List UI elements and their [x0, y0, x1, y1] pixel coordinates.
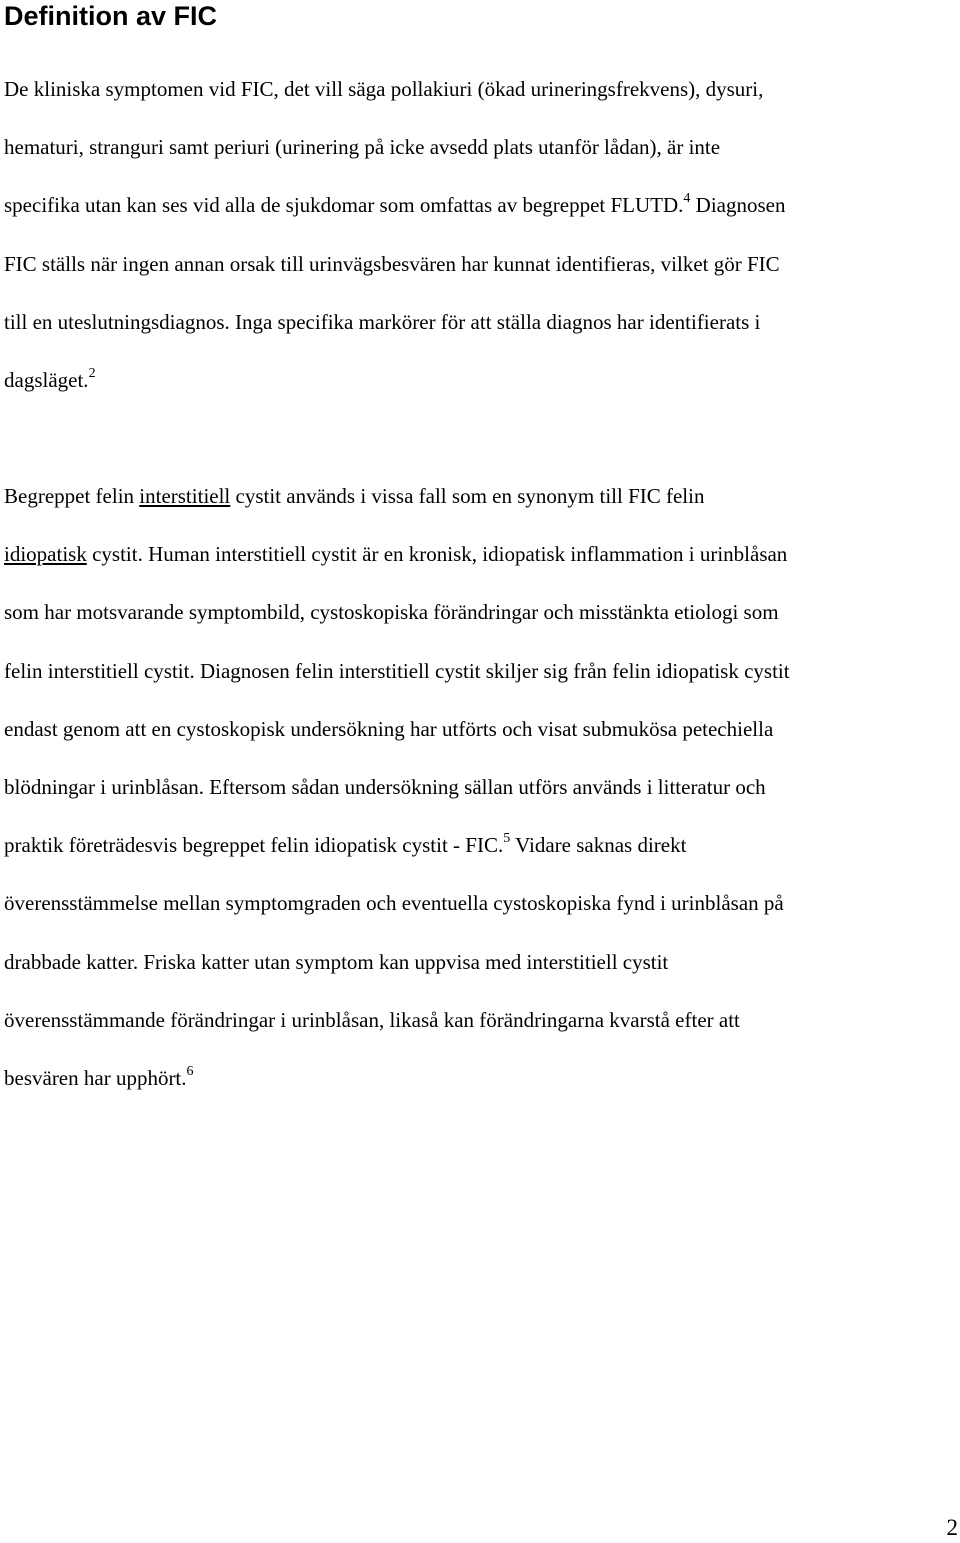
text-run: drabbade katter. Friska katter utan symptom kan uppvisa med interstitiell cystit [4, 949, 669, 974]
text-line [4, 60, 785, 118]
text-line [4, 700, 790, 758]
text-run: FIC ställs när ingen annan orsak till urinvägsbesvären har kunnat identifieras, vilket gör FIC [4, 251, 780, 276]
text-line [4, 758, 790, 816]
text-line [4, 467, 790, 525]
text-run: överensstämmelse mellan symptomgraden och eventuella cystoskopiska fynd i urinblåsan på [4, 891, 784, 916]
paragraph-terminology [4, 467, 790, 1107]
page-number: 2 [946, 1515, 958, 1540]
text-line [4, 235, 785, 293]
text-line [4, 525, 790, 583]
paragraph-symptoms [4, 60, 785, 409]
text-run: praktik företrädesvis begreppet felin idiopatisk cystit - FIC. [4, 833, 504, 858]
text-run: dagsläget. [4, 367, 89, 392]
text-run: cystit används i vissa fall som en synonym till FIC felin [230, 484, 705, 508]
footnote-ref: 5 [503, 831, 511, 847]
text-line [4, 642, 790, 700]
underlined-term: interstitiell [139, 484, 231, 508]
text-run: cystit. Human interstitiell cystit är en kronisk, idiopatisk inflammation i urinblåsan [86, 542, 788, 567]
text-run: De kliniska symptomen vid FIC, det vill säga pollakiuri (ökad urineringsfrekvens), dysuri, [4, 77, 764, 101]
text-run: överensstämmande förändringar i urinblåsan, likaså kan förändringarna kvarstå efter att [4, 1007, 740, 1032]
underlined-term: idiopatisk [4, 542, 87, 567]
text-run: hematuri, stranguri samt periuri (urinering på icke avsedd plats utanför lådan), är inte [4, 135, 721, 160]
text-line [4, 176, 785, 234]
text-run: blödningar i urinblåsan. Eftersom sådan undersökning sällan utförs används i litteratur och [4, 774, 766, 799]
text-run: till en uteslutningsdiagnos. Inga specifika markörer för att ställa diagnos har identifierats i [4, 309, 761, 334]
text-run: Begreppet felin [4, 484, 140, 508]
text-run: som har motsvarande symptombild, cystoskopiska förändringar och misstänkta etiologi som [4, 600, 779, 625]
text-line [4, 874, 790, 932]
text-run: specifika utan kan ses vid alla de sjukdomar som omfattas av begreppet FLUTD. [4, 193, 684, 218]
text-line [4, 991, 790, 1049]
text-run: Diagnosen [690, 193, 786, 218]
text-line [4, 293, 785, 351]
text-line [4, 1049, 790, 1107]
text-run: endast genom att en cystoskopisk undersökning har utförts och visat submukösa petechiella [4, 716, 774, 741]
text-line [4, 933, 790, 991]
text-line [4, 351, 785, 409]
text-line [4, 816, 790, 874]
section-heading: Definition av FIC [4, 1, 218, 31]
text-run: Vidare saknas direkt [510, 833, 687, 858]
footnote-ref: 6 [186, 1063, 194, 1079]
text-run: felin interstitiell cystit. Diagnosen felin interstitiell cystit skiljer sig från felin idiopatisk cystit [4, 658, 790, 683]
text-line [4, 583, 790, 641]
text-line [4, 118, 785, 176]
footnote-ref: 2 [88, 365, 96, 381]
footnote-ref: 4 [683, 191, 691, 207]
text-run: besvären har upphört. [4, 1065, 187, 1090]
